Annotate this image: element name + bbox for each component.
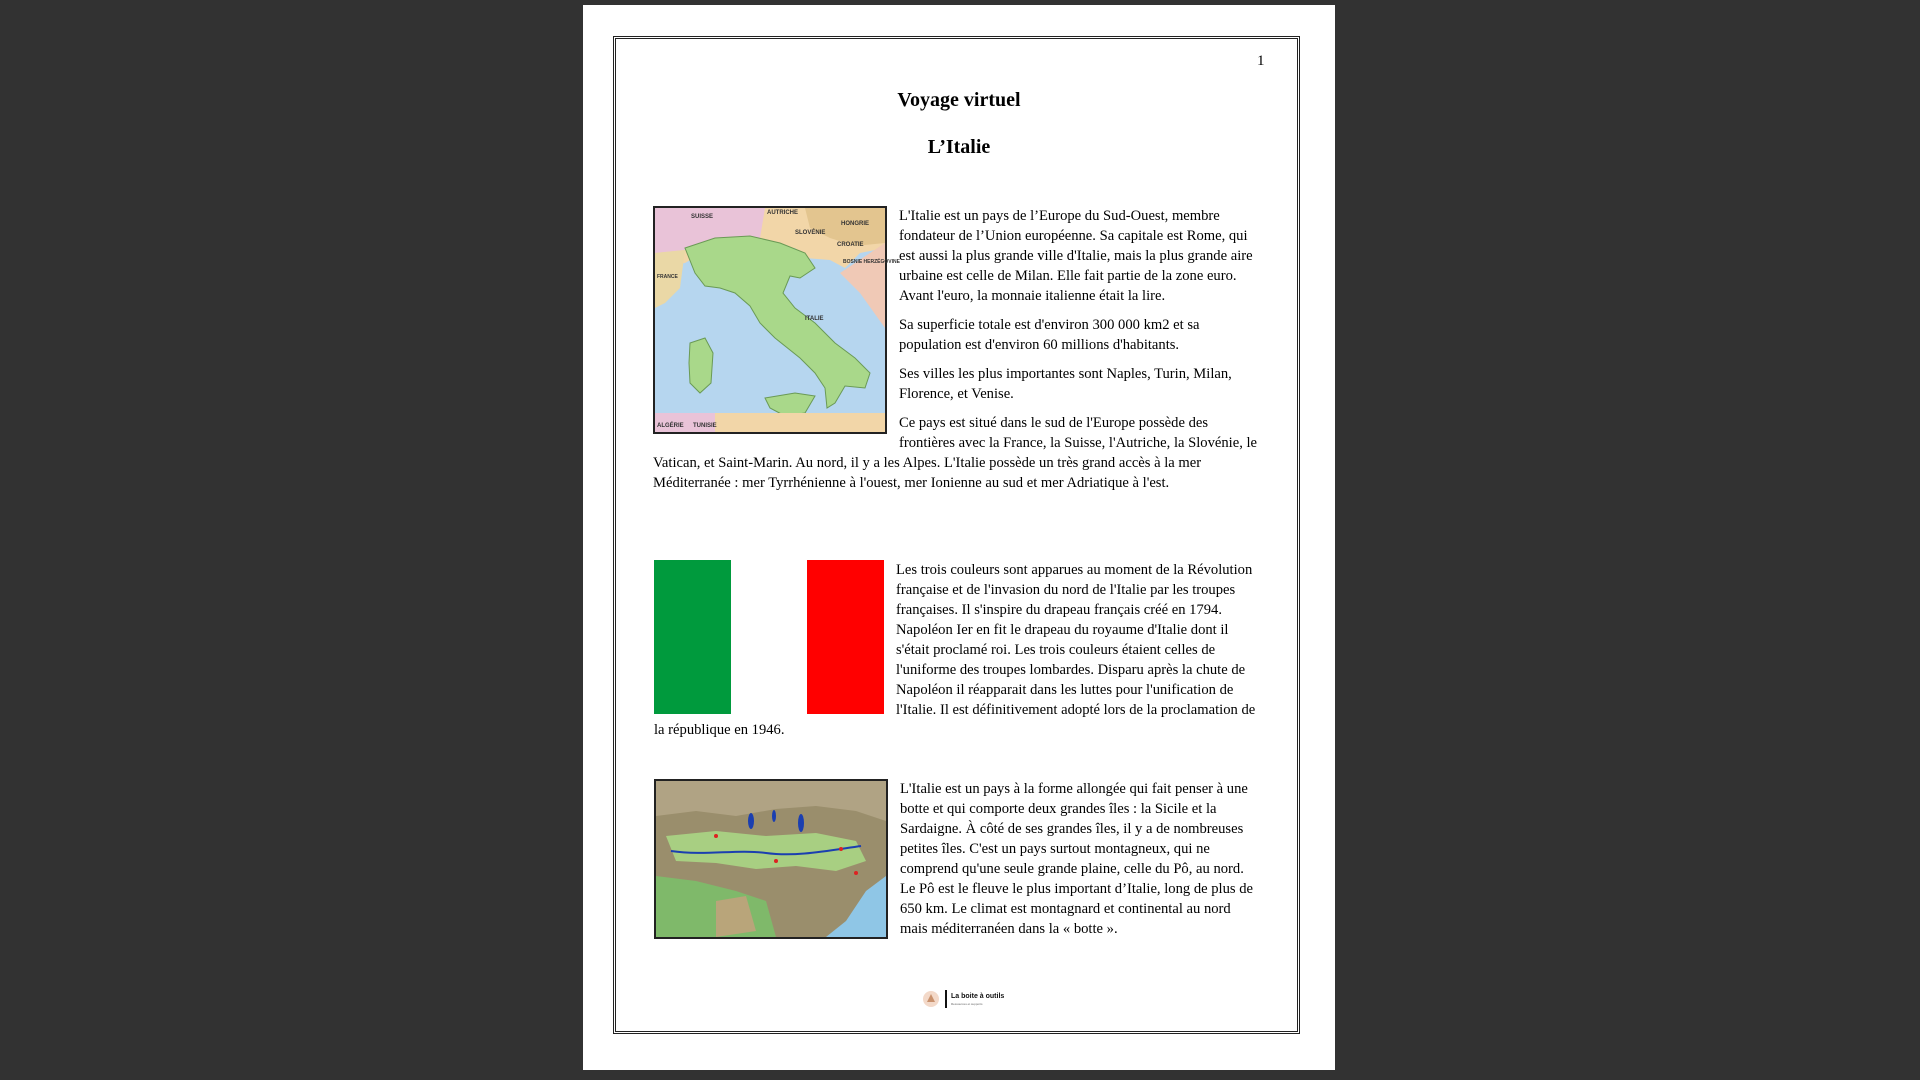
- area-paragraph: Sa superficie totale est d'environ 300 000 km2 et sa population est d'environ 60 millions d'habitants.: [899, 317, 1200, 353]
- map-label: ALGÉRIE: [657, 423, 684, 429]
- intro-paragraph: L'Italie est un pays de l’Europe du Sud-Ouest, membre fondateur de l’Union européenne. Sa capitale est Rome, qui est aussi la plus grande ville d'Italie, mais la plus grande aire urbaine est celle de Milan. Elle fait partie de la zone euro. Avant l'euro, la monnaie italienne était la lire.: [899, 208, 1253, 304]
- italy-map-image: [653, 206, 900, 434]
- cities-paragraph: Ses villes les plus importantes sont Naples, Turin, Milan, Florence, et Venise.: [899, 366, 1232, 402]
- map-label: BOSNIE HERZÉGOVINE: [843, 259, 900, 265]
- map-label: CROATIE: [837, 242, 864, 248]
- map-label: FRANCE: [657, 274, 678, 280]
- map-label: TUNISIE: [693, 423, 717, 429]
- geography-section: [654, 779, 1260, 948]
- intro-section: [653, 206, 1259, 502]
- page-number: 1: [1257, 53, 1265, 69]
- logo-tagline: Ressources et supports: [951, 1002, 983, 1006]
- map-label: SLOVÉNIE: [795, 230, 826, 236]
- map-label: HONGRIE: [841, 221, 870, 227]
- po-valley-map-image: [654, 779, 888, 939]
- logo-name: La boite à outils: [951, 993, 1005, 1000]
- footer-logo: [921, 988, 1005, 1010]
- document-page: [583, 5, 1335, 1070]
- borders-paragraph: Ce pays est situé dans le sud de l'Europe possède des frontières avec la France, la Suisse, l'Autriche, la Slovénie, le Vatican, et Saint-Marin. Au nord, il y a les Alpes. L'Italie possède un très grand accès à la mer Méditerranée : mer Tyrrhénienne à l'ouest, mer Ionienne au sud et mer Adriatique à l'est.: [653, 415, 1258, 491]
- page-subtitle: L’Italie: [927, 136, 991, 158]
- flag-red-band: [807, 560, 884, 714]
- flag-white-band: [731, 560, 808, 714]
- flag-paragraph: Les trois couleurs sont apparues au moment de la Révolution française et de l'invasion du nord de l'Italie par les troupes françaises. Il s'inspire du drapeau français créé en 1794. Napoléon Ier en fit le drapeau du royaume d'Italie dont il s'était proclamé roi. Les trois couleurs étaient celles de l'uniforme des troupes lombardes. Disparu après la chute de Napoléon il réapparait dans les luttes pour l'unification de l'Italie. Il est définitivement adopté lors de la proclamation de la république en 1946.: [654, 562, 1256, 738]
- flag-green-band: [654, 560, 731, 714]
- page-title: Voyage virtuel: [897, 89, 1021, 111]
- map-label: SUISSE: [691, 214, 714, 220]
- italian-flag-image: [654, 560, 884, 714]
- map-label: ITALIE: [805, 316, 824, 322]
- flag-section: [654, 560, 1260, 749]
- geography-paragraph: L'Italie est un pays à la forme allongée qui fait penser à une botte et qui comporte deux grandes îles : la Sicile et la Sardaigne. À côté de ses grandes îles, il y a de nombreuses petites îles. C'est un pays surtout montagneux, qui ne comprend qu'une seule grande plaine, celle du Pô, au nord. Le Pô est le fleuve le plus important d’Italie, long de plus de 650 km. Le climat est montagnard et continental au nord mais méditerranéen dans la « botte ».: [900, 781, 1254, 937]
- map-label: AUTRICHE: [767, 210, 798, 216]
